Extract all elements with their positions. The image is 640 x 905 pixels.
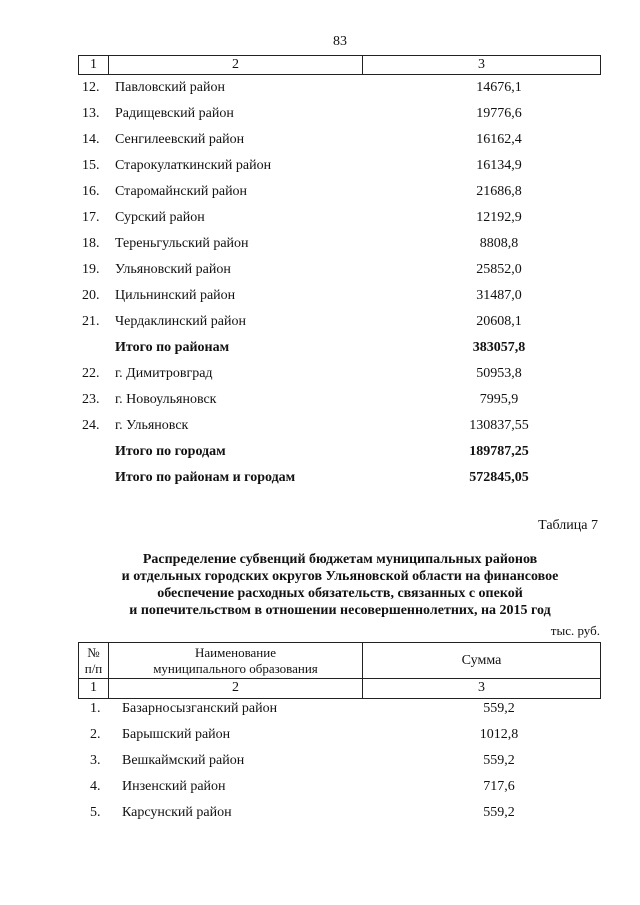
table-row [0, 132, 640, 152]
table-row [0, 106, 640, 126]
table-row [0, 727, 640, 747]
row-name: Итого по районам [115, 340, 230, 355]
table-row [0, 158, 640, 178]
row-value: 25852,0 [476, 262, 522, 277]
row-value: 8808,8 [479, 236, 519, 251]
header-name-col [109, 643, 363, 678]
row-number: 19. [82, 262, 100, 277]
row-name: Старомайнский район [115, 184, 248, 199]
table1-header [78, 55, 601, 75]
row-number: 21. [82, 314, 100, 329]
row-name: Старокулаткинский район [115, 158, 272, 173]
row-value: 20608,1 [476, 314, 522, 329]
row-name: Карсунский район [122, 805, 232, 820]
row-value: 559,2 [483, 701, 515, 716]
row-number: 22. [82, 366, 100, 381]
table-row [0, 314, 640, 334]
header-sum-col: Сумма [461, 653, 502, 668]
row-number: 14. [82, 132, 100, 147]
row-value: 559,2 [483, 753, 515, 768]
units-label: тыс. руб. [550, 623, 600, 638]
row-number: 2. [90, 727, 101, 742]
row-name: Тереньгульский район [115, 236, 249, 251]
row-name: Барышский район [122, 727, 231, 742]
table2-header [78, 642, 601, 699]
table-row [0, 288, 640, 308]
row-name: Сурский район [115, 210, 205, 225]
row-value: 189787,25 [469, 444, 529, 459]
table1-header-col2: 2 [109, 56, 363, 74]
table-row [0, 210, 640, 230]
table-title-line: и попечительством в отношении несовершеннолетних, на 2015 год [129, 603, 551, 618]
numbering-col3: 3 [478, 680, 485, 695]
table1-header-col1: 1 [79, 56, 109, 74]
header-text: п/п [84, 661, 103, 676]
table-row [0, 366, 640, 386]
row-value: 7995,9 [479, 392, 519, 407]
row-value: 16134,9 [476, 158, 522, 173]
numbering-col2: 2 [109, 679, 363, 698]
table2-header-row [79, 643, 600, 679]
table-title [70, 551, 610, 619]
row-value: 14676,1 [476, 80, 522, 95]
row-name: Радищевский район [115, 106, 234, 121]
numbering-col1: 1 [79, 679, 109, 698]
table-title-line: и отдельных городских округов Ульяновской области на финансовое [121, 569, 559, 584]
row-value: 50953,8 [476, 366, 522, 381]
row-number: 15. [82, 158, 100, 173]
row-value: 21686,8 [476, 184, 522, 199]
table-title-line: Распределение субвенций бюджетам муниципальных районов [142, 552, 538, 567]
row-value: 572845,05 [469, 470, 529, 485]
row-value: 559,2 [483, 805, 515, 820]
table-row [0, 184, 640, 204]
table-row [0, 701, 640, 721]
table1-header-col3: 3 [478, 57, 485, 72]
header-number-col [79, 643, 109, 678]
row-name: г. Димитровград [115, 366, 213, 381]
row-value: 19776,6 [476, 106, 522, 121]
table-title-line: обеспечение расходных обязательств, связанных с опекой [157, 586, 523, 601]
table-row [0, 418, 640, 438]
row-number: 18. [82, 236, 100, 251]
table-row [0, 392, 640, 412]
row-name: г. Новоульяновск [115, 392, 217, 407]
row-name: г. Ульяновск [115, 418, 189, 433]
row-number: 12. [82, 80, 100, 95]
row-value: 16162,4 [476, 132, 522, 147]
table-row [0, 236, 640, 256]
row-number: 4. [90, 779, 101, 794]
row-name: Базарносызганский район [122, 701, 278, 716]
table-row [0, 753, 640, 773]
row-number: 5. [90, 805, 101, 820]
row-name: Сенгилеевский район [115, 132, 245, 147]
header-text: Наименование [195, 645, 276, 660]
row-value: 31487,0 [476, 288, 522, 303]
header-text: муниципального образования [153, 661, 318, 676]
row-number: 20. [82, 288, 100, 303]
row-number: 23. [82, 392, 100, 407]
row-number: 16. [82, 184, 100, 199]
row-name: Итого по городам [115, 444, 226, 459]
table2-numbering-row [79, 679, 600, 698]
row-value: 383057,8 [472, 340, 526, 355]
row-value: 12192,9 [476, 210, 522, 225]
table-row-total [0, 470, 640, 490]
table-row [0, 779, 640, 799]
table-row [0, 262, 640, 282]
row-name: Итого по районам и городам [115, 470, 296, 485]
row-name: Цильнинский район [115, 288, 236, 303]
table-label: Таблица 7 [538, 518, 598, 533]
row-name: Вешкаймский район [122, 753, 245, 768]
row-name: Инзенский район [122, 779, 226, 794]
row-name: Павловский район [115, 80, 225, 95]
table-row [0, 80, 640, 100]
row-number: 3. [90, 753, 101, 768]
row-number: 17. [82, 210, 100, 225]
row-value: 1012,8 [479, 727, 519, 742]
row-value: 717,6 [483, 779, 515, 794]
header-text: № [87, 645, 100, 660]
page-number: 83 [333, 34, 347, 49]
row-name: Ульяновский район [115, 262, 231, 277]
row-value: 130837,55 [469, 418, 529, 433]
row-number: 13. [82, 106, 100, 121]
row-name: Чердаклинский район [115, 314, 246, 329]
table-row-total [0, 340, 640, 360]
row-number: 1. [90, 701, 101, 716]
table-row-total [0, 444, 640, 464]
row-number: 24. [82, 418, 100, 433]
table-row [0, 805, 640, 825]
